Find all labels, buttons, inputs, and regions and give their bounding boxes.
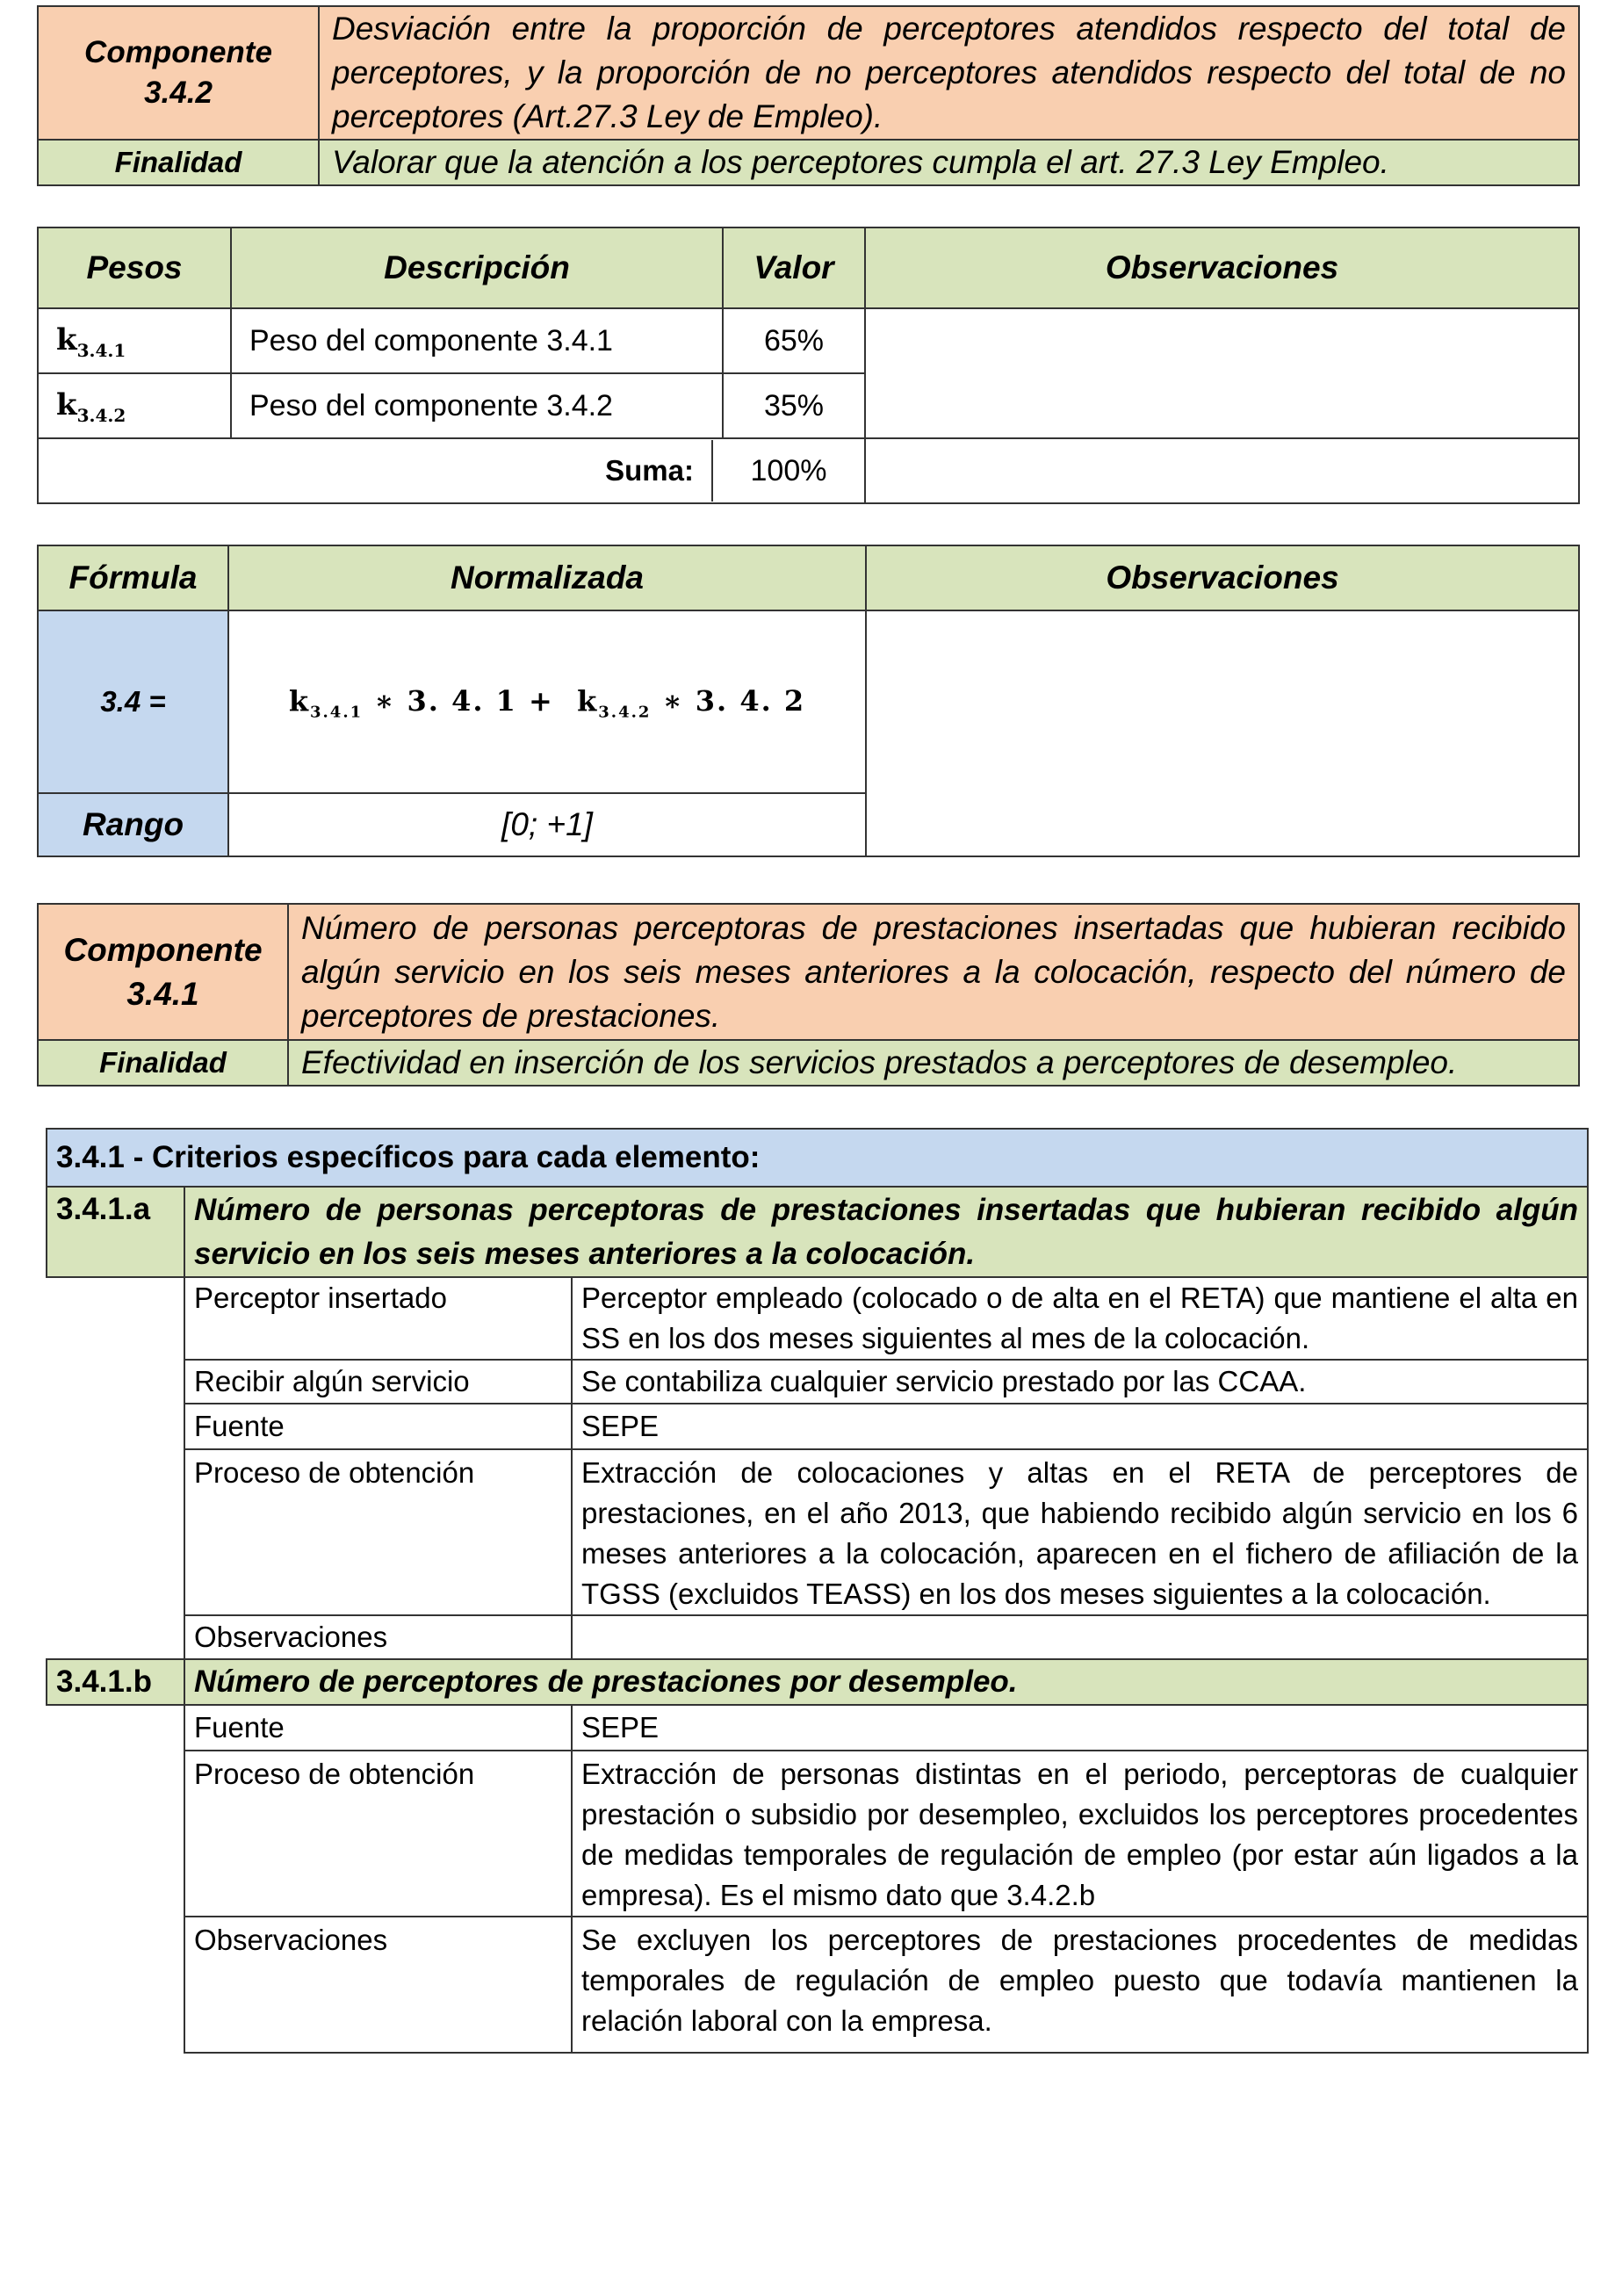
criteria-title: 3.4.1 - Criterios específicos para cada elemento: [47, 1129, 1588, 1187]
element-title: Número de personas perceptoras de prestaciones insertadas que hubieran recibido algún servicio en los seis meses anteriores a la colocación. [184, 1187, 1588, 1277]
criteria-row-label: Fuente [184, 1705, 572, 1751]
criteria-row-value: Perceptor empleado (colocado o de alta en el RETA) que mantiene el alta en SS en los dos meses siguientes al mes de la colocación. [572, 1277, 1588, 1360]
weights-observations [865, 308, 1579, 438]
finalidad-label: Finalidad [38, 140, 319, 185]
criteria-row-value: SEPE [572, 1705, 1588, 1751]
rango-label: Rango [38, 793, 228, 856]
criteria-row-label: Perceptor insertado [184, 1277, 572, 1360]
weight-symbol [38, 308, 231, 373]
formula-lhs: 3.4 = [38, 610, 228, 793]
component-341-label: Componente 3.4.1 [38, 904, 288, 1040]
weights-table [37, 227, 1580, 504]
finalidad-text: Efectividad en inserción de los servicios prestados a perceptores de desempleo. [288, 1040, 1579, 1086]
col-header-observaciones: Observaciones [866, 545, 1579, 610]
element-code: 3.4.1.b [47, 1659, 184, 1705]
weight-symbol [38, 373, 231, 438]
sum-observations [865, 438, 1579, 503]
component-341-table [37, 903, 1580, 1087]
weight-symbol-k: k [56, 387, 77, 423]
weight-description: Peso del componente 3.4.2 [231, 373, 723, 438]
sum-label: Suma: [605, 454, 694, 487]
col-header-formula: Fórmula [38, 545, 228, 610]
weight-value: 65% [723, 308, 865, 373]
criteria-row-label: Observaciones [184, 1917, 572, 2053]
formula-k1: k [288, 684, 311, 718]
formula-term1: ∗ 3. 4. 1 + [374, 684, 554, 718]
weight-description: Peso del componente 3.4.1 [231, 308, 723, 373]
col-header-observaciones: Observaciones [865, 227, 1579, 308]
criteria-row-value: Se contabiliza cualquier servicio prestado por las CCAA. [572, 1360, 1588, 1404]
element-code: 3.4.1.a [47, 1187, 184, 1277]
criteria-row-label: Fuente [184, 1404, 572, 1449]
formula-k2: k [577, 684, 599, 718]
criteria-row-value [572, 1615, 1588, 1659]
component-342-description: Desviación entre la proporción de perceptores atendidos respecto del total de perceptores, y la proporción de no perceptores atendidos respecto del total de no perceptores (Art.27.3 Ley de Empleo). [319, 6, 1579, 140]
sum-row [38, 438, 865, 503]
criteria-row-value: Extracción de colocaciones y altas en el RETA de perceptores de prestaciones, en el año 2013, que habiendo recibido algún servicio en los 6 meses anteriores a la colocación, aparecen en el fichero de afiliación de la TGSS (excluidos TEASS) en los dos meses siguientes a la colocación. [572, 1449, 1588, 1615]
weight-symbol-sub: 3.4.1 [76, 339, 126, 361]
criteria-table [46, 1128, 1589, 2054]
col-header-valor: Valor [723, 227, 865, 308]
criteria-row-value: SEPE [572, 1404, 1588, 1449]
criteria-row-label: Recibir algún servicio [184, 1360, 572, 1404]
weight-value: 35% [723, 373, 865, 438]
sum-value: 100% [711, 440, 864, 502]
formula-k2-sub: 3.4.2 [598, 703, 652, 722]
rango-value: [0; +1] [228, 793, 866, 856]
col-header-pesos: Pesos [38, 227, 231, 308]
formula-expression [228, 610, 866, 793]
formula-table [37, 545, 1580, 857]
component-341-description: Número de personas perceptoras de prestaciones insertadas que hubieran recibido algún servicio en los seis meses anteriores a la colocación, respecto del número de perceptores de prestaciones. [288, 904, 1579, 1040]
component-342-label: Componente 3.4.2 [38, 6, 319, 140]
weight-symbol-k: k [56, 322, 77, 358]
formula-k1-sub: 3.4.1 [310, 703, 364, 722]
criteria-row-label: Proceso de obtención [184, 1449, 572, 1615]
formula-observations [866, 610, 1579, 856]
weight-symbol-sub: 3.4.2 [76, 404, 126, 426]
component-342-table [37, 5, 1580, 186]
finalidad-label: Finalidad [38, 1040, 288, 1086]
criteria-row-label: Proceso de obtención [184, 1751, 572, 1917]
element-title: Número de perceptores de prestaciones por desempleo. [184, 1659, 1588, 1705]
criteria-row-value: Extracción de personas distintas en el periodo, perceptoras de cualquier prestación o subsidio por desempleo, excluidos los perceptores procedentes de medidas temporales de regulación de empleo (por estar aún ligados a la empresa). Es el mismo dato que 3.4.2.b [572, 1751, 1588, 1917]
criteria-row-value: Se excluyen los perceptores de prestaciones procedentes de medidas temporales de regulación de empleo puesto que todavía mantienen la relación laboral con la empresa. [572, 1917, 1588, 2053]
finalidad-text: Valorar que la atención a los perceptores cumpla el art. 27.3 Ley Empleo. [319, 140, 1579, 185]
formula-term2: ∗ 3. 4. 2 [662, 684, 806, 718]
criteria-row-label: Observaciones [184, 1615, 572, 1659]
col-header-descripcion: Descripción [231, 227, 723, 308]
col-header-normalizada: Normalizada [228, 545, 866, 610]
